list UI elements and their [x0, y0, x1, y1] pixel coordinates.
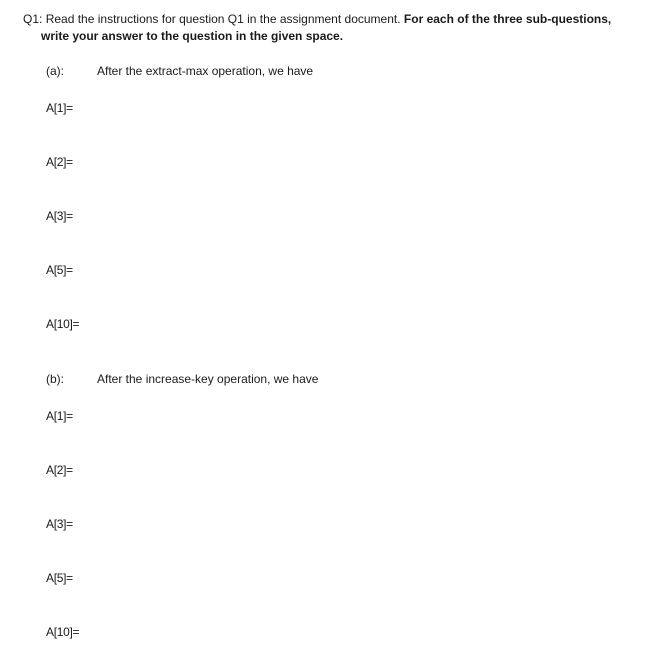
- question-intro: Read the instructions for question Q1 in the assignment document.: [45, 12, 401, 26]
- subquestion-a-description: After the extract-max operation, we have: [97, 64, 314, 78]
- answer-field[interactable]: [73, 462, 493, 478]
- question-instruction-bold: For each of the three sub-questions,: [403, 12, 612, 26]
- answer-entry-a-2: [46, 154, 493, 170]
- answer-entry-b-1: [46, 408, 493, 424]
- answer-entry-a-5: [46, 262, 493, 278]
- entry-label: A[3]=: [46, 209, 73, 223]
- answer-entry-b-2: [46, 462, 493, 478]
- answer-field[interactable]: [73, 154, 493, 170]
- subquestion-a-label: (a):: [46, 64, 64, 78]
- question-header: [23, 11, 611, 27]
- entry-label: A[2]=: [46, 155, 73, 169]
- entry-label: A[5]=: [46, 571, 73, 585]
- entry-label: A[10]=: [46, 625, 80, 639]
- answer-entry-a-10: [46, 316, 499, 332]
- answer-entry-b-10: [46, 624, 499, 640]
- entry-label: A[1]=: [46, 101, 73, 115]
- answer-field[interactable]: [73, 408, 493, 424]
- answer-field[interactable]: [79, 624, 499, 640]
- entry-label: A[1]=: [46, 409, 73, 423]
- answer-field[interactable]: [73, 516, 493, 532]
- answer-field[interactable]: [73, 570, 493, 586]
- subquestion-b-label: (b):: [46, 372, 64, 386]
- answer-entry-a-3: [46, 208, 493, 224]
- answer-field[interactable]: [73, 208, 493, 224]
- entry-label: A[5]=: [46, 263, 73, 277]
- answer-entry-b-5: [46, 570, 493, 586]
- question-instruction-line2: write your answer to the question in the given space.: [41, 29, 344, 43]
- answer-field[interactable]: [73, 100, 493, 116]
- answer-field[interactable]: [73, 262, 493, 278]
- entry-label: A[2]=: [46, 463, 73, 477]
- answer-entry-a-1: [46, 100, 493, 116]
- question-number: Q1:: [23, 12, 43, 26]
- entry-label: A[3]=: [46, 517, 73, 531]
- subquestion-b-description: After the increase-key operation, we have: [97, 372, 319, 386]
- answer-entry-b-3: [46, 516, 493, 532]
- answer-field[interactable]: [79, 316, 499, 332]
- entry-label: A[10]=: [46, 317, 80, 331]
